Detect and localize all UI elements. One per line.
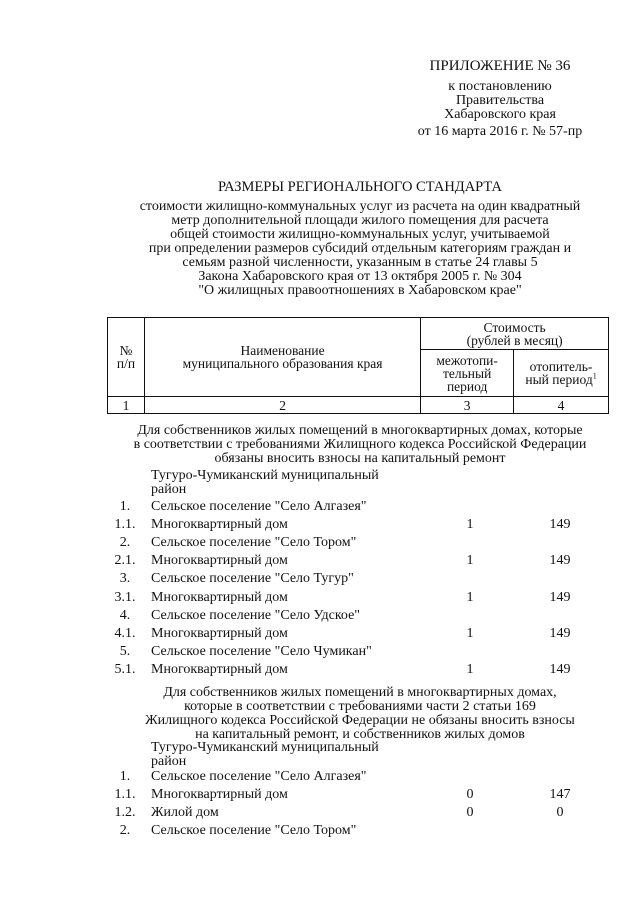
value-heating: 0	[556, 805, 564, 821]
section-heading-line: в соответствии с требованиями Жилищного кодекса Российской Федерации	[133, 437, 587, 452]
footnote-mark: 1	[592, 371, 597, 381]
section-heading-line: Для собственников жилых помещений в многоквартирных домах, которые	[137, 423, 583, 438]
section-heading-line: на капитальный ремонт, и собственников жилых домов	[195, 727, 525, 742]
table-row	[0, 786, 640, 804]
value-heating: 149	[549, 589, 571, 605]
value-heating: 149	[549, 553, 571, 569]
government-line: Правительства	[455, 93, 545, 108]
section-2-district	[151, 741, 379, 769]
row-number: 3.1.	[114, 589, 136, 605]
row-name: Сельское поселение "Село Тором"	[151, 535, 357, 551]
value-heating: 149	[549, 625, 571, 641]
row-name: Многоквартирный дом	[151, 589, 288, 605]
header-no-text: № п/п	[116, 343, 136, 371]
row-name: Сельское поселение "Село Чумикан"	[151, 643, 372, 659]
row-number: 1.1.	[114, 787, 136, 803]
row-name: Сельское поселение "Село Тугур"	[151, 571, 354, 587]
section-1-district	[151, 469, 379, 497]
subtitle-line: Закона Хабаровского края от 13 октября 2005 г. № 304	[198, 269, 522, 284]
table-row	[0, 661, 640, 679]
row-name: Сельское поселение "Село Тором"	[151, 823, 357, 839]
row-number: 4.1.	[114, 625, 136, 641]
appendix-title: ПРИЛОЖЕНИЕ № 36	[429, 58, 571, 74]
row-name: Многоквартирный дом	[151, 553, 288, 569]
row-number: 4.	[119, 607, 131, 623]
subtitle-line: "О жилищных правоотношениях в Хабаровском крае"	[198, 283, 522, 298]
column-number: 2	[144, 397, 420, 414]
table-row	[0, 607, 640, 625]
row-name: Сельское поселение "Село Удское"	[151, 607, 361, 623]
subtitle-line: метр дополнительной площади жилого помещения для расчета	[171, 213, 549, 228]
row-number: 5.	[119, 643, 131, 659]
district-name-line: Тугуро-Чумиканский муниципальный	[151, 468, 379, 483]
value-heating: 147	[549, 787, 571, 803]
subtitle-line: при определении размеров субсидий отдельным категориям граждан и	[148, 241, 572, 256]
value-interheating: 1	[466, 661, 474, 677]
value-heating: 149	[549, 661, 571, 677]
column-number: 1	[108, 397, 145, 414]
header-period-2-text: отопитель- ный период	[525, 359, 593, 387]
resolution-line: к постановлению	[448, 79, 552, 94]
document-title: РАЗМЕРЫ РЕГИОНАЛЬНОГО СТАНДАРТА	[217, 179, 503, 195]
table-row	[0, 804, 640, 822]
section-heading-line: Жилищного кодекса Российской Федерации не обязаны вносить взносы	[145, 713, 575, 728]
district-name-line: Тугуро-Чумиканский муниципальный	[151, 740, 379, 755]
header-name	[144, 318, 420, 397]
row-number: 2.	[119, 823, 131, 839]
row-number: 1.	[119, 769, 131, 784]
subtitle-line: общей стоимости жилищно-коммунальных услуг, учитываемой	[170, 227, 550, 242]
row-number: 2.1.	[114, 553, 136, 569]
section-heading-line: обязаны вносить взносы на капитальный ремонт	[214, 451, 506, 466]
header-no	[108, 318, 145, 397]
value-heating: 149	[549, 517, 571, 533]
section-2-heading	[80, 686, 640, 742]
table-row	[0, 516, 640, 534]
row-name: Сельское поселение "Село Алгазея"	[151, 769, 367, 784]
header-period-2	[514, 350, 609, 397]
row-number: 2.	[119, 535, 131, 551]
document-subtitle	[60, 200, 640, 298]
row-name: Жилой дом	[151, 805, 219, 821]
table-row	[0, 643, 640, 661]
row-number: 3.	[119, 571, 131, 587]
table-header	[107, 317, 609, 414]
row-name: Сельское поселение "Село Алгазея"	[151, 499, 367, 514]
subtitle-line: стоимости жилищно-коммунальных услуг из расчета на один квадратный	[139, 199, 581, 214]
value-interheating: 0	[466, 805, 474, 821]
table-row	[0, 589, 640, 607]
section-heading-line: которые в соответствии с требованиями части 2 статьи 169	[184, 699, 536, 714]
row-name: Многоквартирный дом	[151, 661, 288, 677]
value-interheating: 1	[466, 517, 474, 533]
region-line: Хабаровского края	[444, 107, 556, 122]
row-number: 1.2.	[114, 805, 136, 821]
column-number: 3	[421, 397, 514, 414]
column-number: 4	[514, 397, 609, 414]
header-cost	[421, 318, 609, 350]
header-name-text: Наименование муниципального образования края	[182, 343, 383, 371]
table-row	[0, 822, 640, 840]
section-1-heading	[80, 424, 640, 466]
row-number: 5.1.	[114, 661, 136, 677]
resolution-reference	[400, 80, 600, 122]
table-row	[0, 768, 640, 786]
value-interheating: 1	[466, 553, 474, 569]
district-name-line: район	[151, 482, 187, 497]
row-name: Многоквартирный дом	[151, 787, 288, 803]
row-number: 1.1.	[114, 517, 136, 533]
header-period-1-text: межотопи- тельный период	[436, 352, 498, 394]
header-cost-text: Стоимость (рублей в месяц)	[466, 319, 563, 348]
resolution-date: от 16 марта 2016 г. № 57-пр	[417, 124, 583, 139]
row-number: 1.	[119, 499, 131, 514]
table-row	[0, 534, 640, 552]
subtitle-line: семьям разной численности, указанным в статье 24 главы 5	[182, 255, 538, 270]
table-row	[0, 552, 640, 570]
value-interheating: 1	[466, 589, 474, 605]
value-interheating: 0	[466, 787, 474, 803]
table-row	[0, 625, 640, 643]
row-name: Многоквартирный дом	[151, 625, 288, 641]
district-name-line: район	[151, 754, 187, 769]
column-numbers-row	[108, 397, 609, 414]
header-period-1	[421, 350, 514, 397]
section-heading-line: Для собственников жилых помещений в многоквартирных домах,	[163, 685, 557, 700]
row-name: Многоквартирный дом	[151, 517, 288, 533]
table-row	[0, 498, 640, 516]
table-row	[0, 570, 640, 588]
value-interheating: 1	[466, 625, 474, 641]
